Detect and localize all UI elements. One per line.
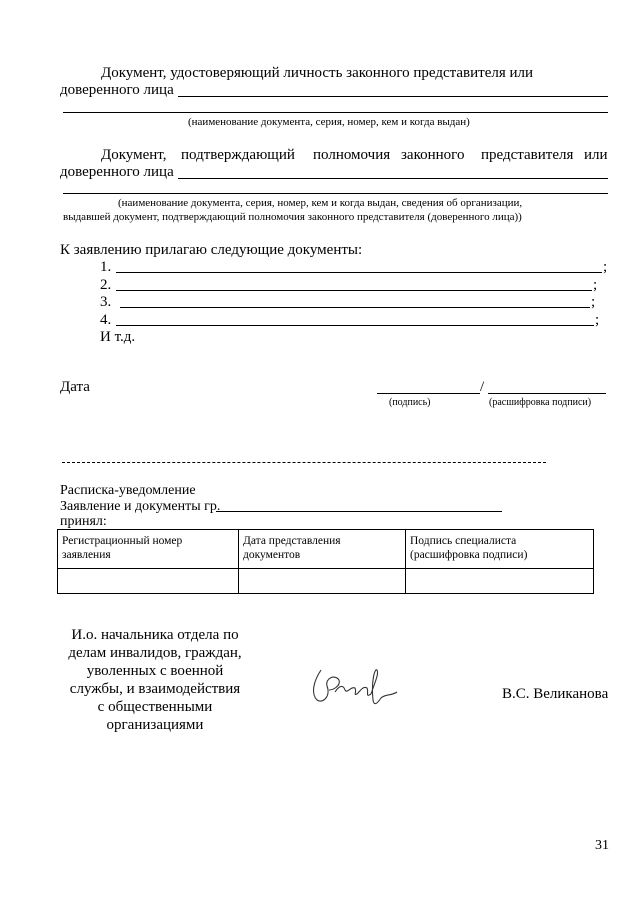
rep-auth-word-1: Документ, [101,147,167,163]
attachment-item-end: ; [595,312,600,328]
empty-cell [239,569,406,594]
signature-line [377,393,480,394]
rep-auth-line2: доверенного лица [60,164,174,180]
attachment-item-number: 3. [100,294,112,310]
attachment-item-end: ; [593,277,598,293]
position-line: И.о. начальника отдела по [71,627,239,643]
table-row [58,569,594,594]
header-text: Дата представления [243,535,341,547]
handwritten-signature [305,660,405,710]
attachment-item-number: 1. [100,259,112,275]
position-line: службы, и взаимодействия [69,681,241,697]
rep-auth-word-2: подтверждающий [181,147,295,163]
rep-auth-word-3: полномочия [313,147,391,163]
receipt-name-line [216,511,502,512]
rep-id-line1: Документ, удостоверяющий личность законного представителя или [101,65,534,81]
position-line: организациями [106,717,204,733]
empty-cell [58,569,239,594]
receipt-title: Расписка-уведомление [60,483,196,498]
attachment-item-number: 2. [100,277,112,293]
rep-auth-word-4: законного [401,147,465,163]
signature-caption: (подпись) [389,397,431,408]
position-line: делам инвалидов, граждан, [68,645,242,661]
position-line: уволенных с военной [86,663,224,679]
position-line: с общественными [97,699,213,715]
table-header-row [58,530,594,569]
attachment-fill-line [116,290,592,291]
rep-auth-caption-2: выдавшей документ, подтверждающий полномочия законного представителя (доверенного лица)) [63,211,522,223]
rep-id-line2: доверенного лица [60,82,174,98]
signature-slash: / [480,379,485,395]
rep-auth-word-5: представителя [481,147,574,163]
header-text: заявления [62,549,111,561]
header-text: Подпись специалиста [410,535,517,547]
cut-line [62,462,546,463]
header-text: Регистрационный номер [62,535,183,547]
rep-auth-fill-line [178,178,608,179]
column-header-signature [406,530,594,569]
date-label: Дата [60,379,90,395]
decoding-line [488,393,606,394]
rep-auth-fill-line-2 [63,193,608,194]
attachment-fill-line [120,307,590,308]
rep-auth-caption-1: (наименование документа, серия, номер, кем и когда выдан, сведения об организации, [118,197,523,209]
attachments-heading: К заявлению прилагаю следующие документы: [60,242,363,258]
column-header-reg-number [58,530,239,569]
attachments-etc: И т.д. [100,329,136,345]
signatory-name: В.С. Великанова [502,686,609,702]
rep-id-fill-line [178,96,608,97]
attachment-fill-line [116,325,594,326]
receipt-line2: Заявление и документы гр. [60,499,221,514]
receipt-accepted: принял: [60,514,107,529]
receipt-table [57,529,594,594]
empty-cell [406,569,594,594]
attachment-fill-line [116,272,602,273]
rep-auth-word-6: или [584,147,608,163]
column-header-date [239,530,406,569]
attachment-item-end: ; [591,294,596,310]
attachment-item-end: ; [603,259,608,275]
decoding-caption: (расшифровка подписи) [489,397,592,408]
rep-id-caption: (наименование документа, серия, номер, кем и когда выдан) [188,116,470,128]
attachment-item-number: 4. [100,312,112,328]
header-text: (расшифровка подписи) [410,549,528,561]
header-text: документов [243,549,301,561]
page-number: 31 [595,838,609,853]
rep-id-fill-line-2 [63,112,608,113]
